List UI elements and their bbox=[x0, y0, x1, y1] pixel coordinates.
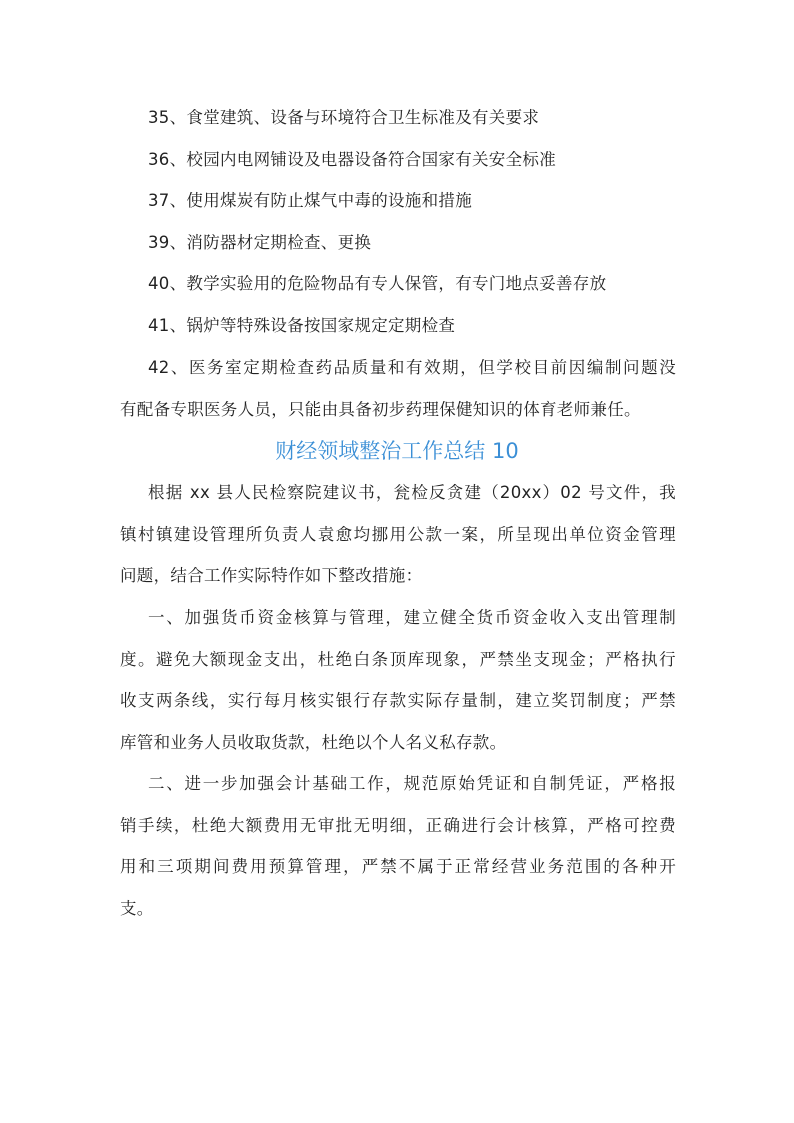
list-item-35: 35、食堂建筑、设备与环境符合卫生标准及有关要求 bbox=[148, 108, 540, 127]
section2-line2: 销手续，杜绝大额费用无审批无明细，正确进行会计核算，严格可控费 bbox=[120, 816, 676, 835]
list-item-39: 39、消防器材定期检查、更换 bbox=[148, 233, 372, 252]
section1-line2: 度。避免大额现金支出，杜绝白条顶库现象，严禁坐支现金；严格执行 bbox=[120, 650, 676, 669]
section1-line4: 库管和业务人员收取货款，杜绝以个人名义私存款。 bbox=[120, 733, 507, 752]
list-item-41: 41、锅炉等特殊设备按国家规定定期检查 bbox=[148, 316, 456, 335]
intro-line1: 根据 xx 县人民检察院建议书，瓮检反贪建（20xx）02 号文件，我 bbox=[148, 483, 676, 502]
intro-line2: 镇村镇建设管理所负责人袁愈均挪用公款一案，所呈现出单位资金管理 bbox=[120, 525, 676, 544]
list-item-37: 37、使用煤炭有防止煤气中毒的设施和措施 bbox=[148, 191, 472, 210]
section2-line4: 支。 bbox=[120, 899, 154, 918]
section2-line3: 用和三项期间费用预算管理，严禁不属于正常经营业务范围的各种开 bbox=[120, 857, 676, 876]
list-item-42-line1: 42、医务室定期检查药品质量和有效期，但学校目前因编制问题没 bbox=[148, 358, 676, 377]
list-item-36: 36、校园内电网铺设及电器设备符合国家有关安全标准 bbox=[148, 150, 556, 169]
section-heading: 财经领域整治工作总结 10 bbox=[275, 439, 519, 463]
section1-line3: 收支两条线，实行每月核实银行存款实际存量制，建立奖罚制度；严禁 bbox=[120, 691, 676, 710]
list-item-40: 40、教学实验用的危险物品有专人保管，有专门地点妥善存放 bbox=[148, 274, 607, 293]
section1-line1: 一、加强货币资金核算与管理，建立健全货币资金收入支出管理制 bbox=[148, 608, 676, 627]
intro-line3: 问题，结合工作实际特作如下整改措施： bbox=[120, 566, 423, 585]
section2-line1: 二、进一步加强会计基础工作，规范原始凭证和自制凭证，严格报 bbox=[148, 774, 676, 793]
list-item-42-line2: 有配备专职医务人员，只能由具备初步药理保健知识的体育老师兼任。 bbox=[120, 400, 641, 419]
